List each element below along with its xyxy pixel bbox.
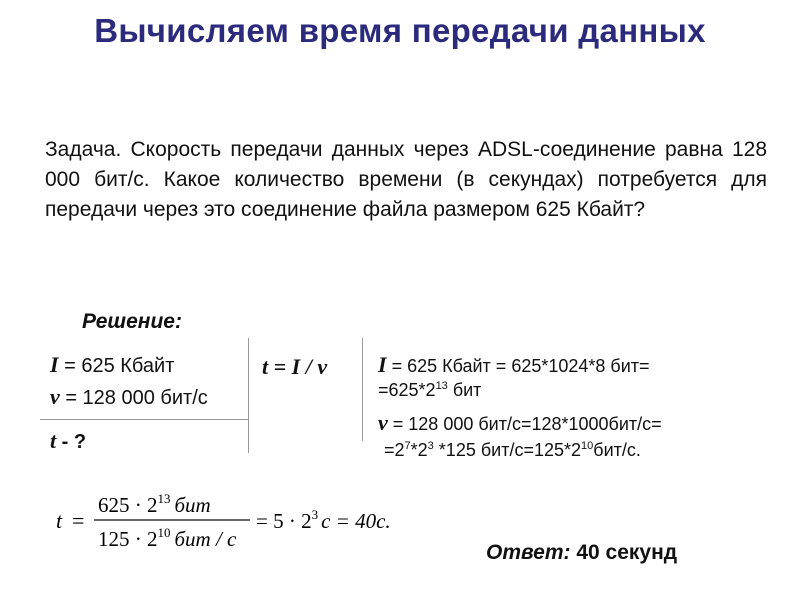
calc-line-2-text: =625*2 <box>378 380 436 400</box>
calc-line-4-exp3: 10 <box>581 440 594 452</box>
time-formula: t = I / v <box>262 354 328 379</box>
given-i <box>50 352 174 378</box>
calc-line-4 <box>384 440 641 461</box>
calc-line-2-exp: 13 <box>435 380 448 392</box>
eq-result-coef: = 5 · 2 <box>256 509 312 533</box>
given-v <box>50 384 208 410</box>
answer <box>486 541 677 565</box>
eq-denominator <box>98 525 237 551</box>
calc-line-1 <box>378 352 650 378</box>
calc-line-4-exp2: 3 <box>427 440 434 452</box>
answer-label: Ответ: <box>486 541 571 564</box>
calc-line-4-exp1: 7 <box>404 440 411 452</box>
eq-result-exp: 3 <box>311 507 319 522</box>
calc-line-3-text: = 128 000 бит/с=128*1000бит/с= <box>387 414 662 434</box>
find-t-value: - ? <box>56 431 87 453</box>
eq-result-unit: с = 40с. <box>321 509 391 533</box>
calc-line-2-suffix: бит <box>447 380 482 400</box>
eq-den-exp: 10 <box>157 525 171 540</box>
slide-title: Вычисляем время передачи данных <box>94 12 706 49</box>
problem-statement <box>45 135 767 225</box>
eq-lhs: t <box>56 508 63 533</box>
calc-line-4-c: *125 бит/с=125*2 <box>433 440 582 460</box>
calc-line-4-a: =2 <box>384 440 405 460</box>
table-divider-left <box>248 338 249 453</box>
given-v-value: = 128 000 бит/с <box>59 387 208 409</box>
eq-numerator <box>98 491 211 517</box>
calc-var-v: v <box>378 410 388 435</box>
var-v: v <box>50 384 60 409</box>
problem-text: Скорость передачи данных через ADSL-соединение равна 128 000 бит/с. Какое количество времени (в секундах) потребуется для передачи через это соединение файла размером 625 Кбайт? <box>45 138 767 221</box>
eq-sign: = <box>72 508 85 533</box>
eq-num-exp: 13 <box>157 491 171 506</box>
eq-num-coef: 625 · 2 <box>98 493 158 517</box>
answer-value: 40 секунд <box>570 541 678 564</box>
eq-result <box>256 507 391 533</box>
table-divider-horizontal <box>40 419 248 420</box>
calc-line-1-text: = 625 Кбайт = 625*1024*8 бит= <box>386 356 650 376</box>
calc-line-4-d: бит/с. <box>593 440 641 460</box>
var-i: I <box>50 352 59 377</box>
find-t <box>50 428 86 454</box>
calc-line-4-b: *2 <box>410 440 428 460</box>
problem-label: Задача. <box>45 138 122 161</box>
calc-line-2 <box>378 380 481 401</box>
eq-num-unit: бит <box>174 493 211 517</box>
calc-var-i: I <box>378 352 387 377</box>
eq-den-unit: бит / с <box>174 527 237 551</box>
solution-label: Решение: <box>82 310 182 333</box>
table-divider-right <box>362 338 363 441</box>
time-equation <box>54 490 414 556</box>
eq-den-coef: 125 · 2 <box>98 527 158 551</box>
calc-line-3 <box>378 410 662 436</box>
given-i-value: = 625 Кбайт <box>58 355 175 377</box>
var-t: t <box>50 428 57 453</box>
